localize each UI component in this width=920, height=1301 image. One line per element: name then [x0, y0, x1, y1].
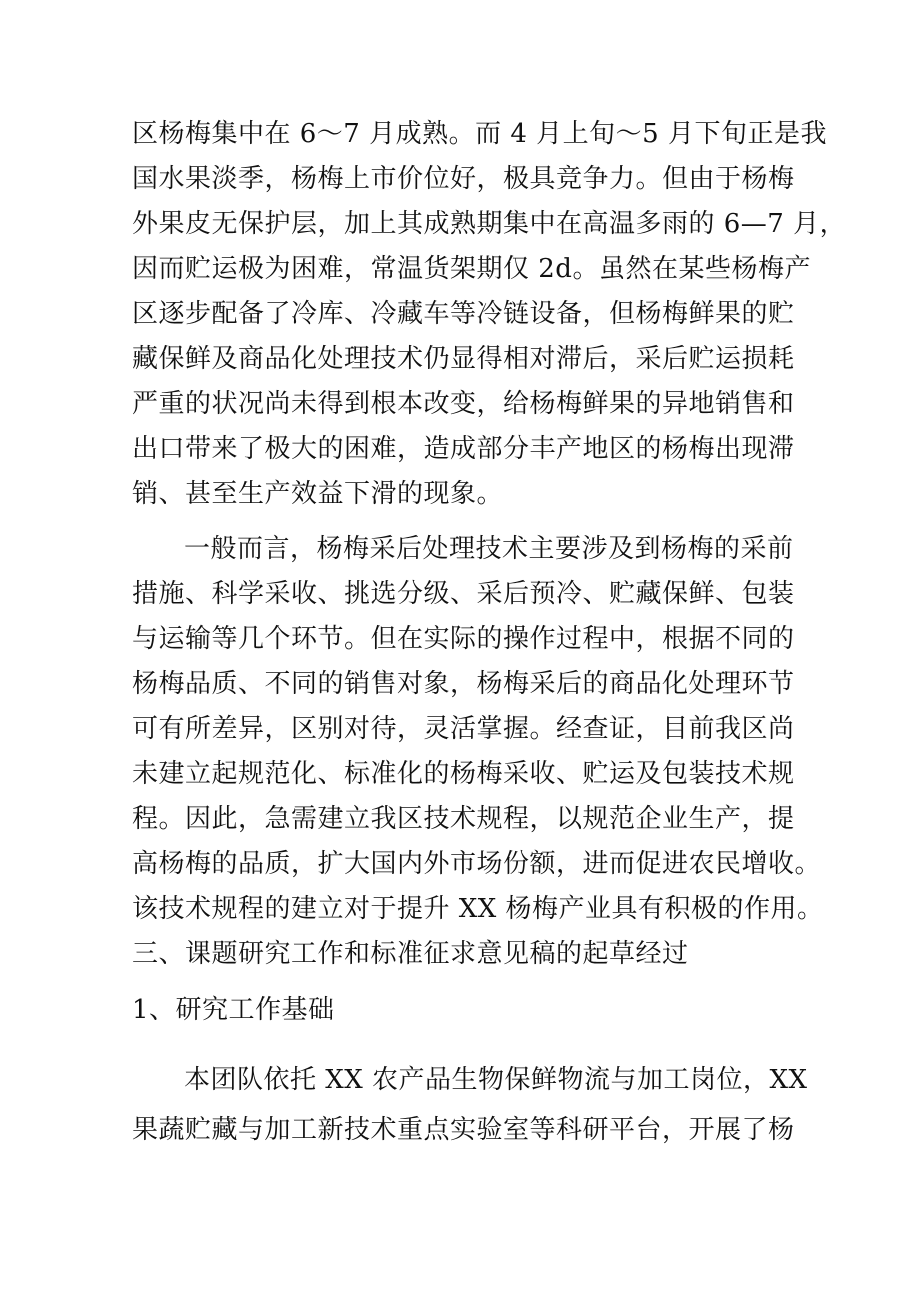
paragraph-1-line-5: 区逐步配备了冷库、冷藏车等冷链设备，但杨梅鲜果的贮: [132, 299, 795, 329]
paragraph-1-line-6: 藏保鲜及商品化处理技术仍显得相对滞后，采后贮运损耗: [132, 344, 795, 374]
paragraph-2-line-4: 杨梅品质、不同的销售对象，杨梅采后的商品化处理环节: [132, 669, 795, 699]
paragraph-1-line-3: 外果皮无保护层，加上其成熟期集中在高温多雨的 6—7 月，: [132, 209, 847, 239]
paragraph-2-line-7: 程。因此，急需建立我区技术规程，以规范企业生产，提: [132, 804, 795, 834]
paragraph-2-line-2: 措施、科学采收、挑选分级、采后预冷、贮藏保鲜、包装: [132, 579, 795, 609]
section-heading-3: 三、课题研究工作和标准征求意见稿的起草经过: [132, 939, 689, 969]
subsection-heading-3-1: 1、研究工作基础: [132, 995, 335, 1025]
paragraph-2-line-5: 可有所差异，区别对待，灵活掌握。经查证，目前我区尚: [132, 714, 795, 744]
paragraph-1-line-2: 国水果淡季，杨梅上市价位好，极具竞争力。但由于杨梅: [132, 164, 795, 194]
paragraph-1-line-9: 销、甚至生产效益下滑的现象。: [132, 479, 504, 509]
paragraph-1-line-7: 严重的状况尚未得到根本改变，给杨梅鲜果的异地销售和: [132, 389, 795, 419]
paragraph-2-line-3: 与运输等几个环节。但在实际的操作过程中，根据不同的: [132, 624, 795, 654]
paragraph-2-line-6: 未建立起规范化、标准化的杨梅采收、贮运及包装技术规: [132, 759, 795, 789]
paragraph-1-line-1: 区杨梅集中在 6～7 月成熟。而 4 月上旬～5 月下旬正是我: [132, 119, 827, 149]
paragraph-2-line-8: 高杨梅的品质，扩大国内外市场份额，进而促进农民增收。: [132, 849, 822, 879]
paragraph-3-line-1: 本团队依托 XX 农产品生物保鲜物流与加工岗位，XX: [184, 1065, 808, 1095]
paragraph-2-line-1: 一般而言，杨梅采后处理技术主要涉及到杨梅的采前: [184, 534, 794, 564]
paragraph-2-line-9: 该技术规程的建立对于提升 XX 杨梅产业具有积极的作用。: [132, 894, 824, 924]
paragraph-1-line-8: 出口带来了极大的困难，造成部分丰产地区的杨梅出现滞: [132, 434, 795, 464]
paragraph-1-line-4: 因而贮运极为困难，常温货架期仅 2d。虽然在某些杨梅产: [132, 254, 811, 284]
paragraph-3-line-2: 果蔬贮藏与加工新技术重点实验室等科研平台，开展了杨: [132, 1115, 795, 1145]
